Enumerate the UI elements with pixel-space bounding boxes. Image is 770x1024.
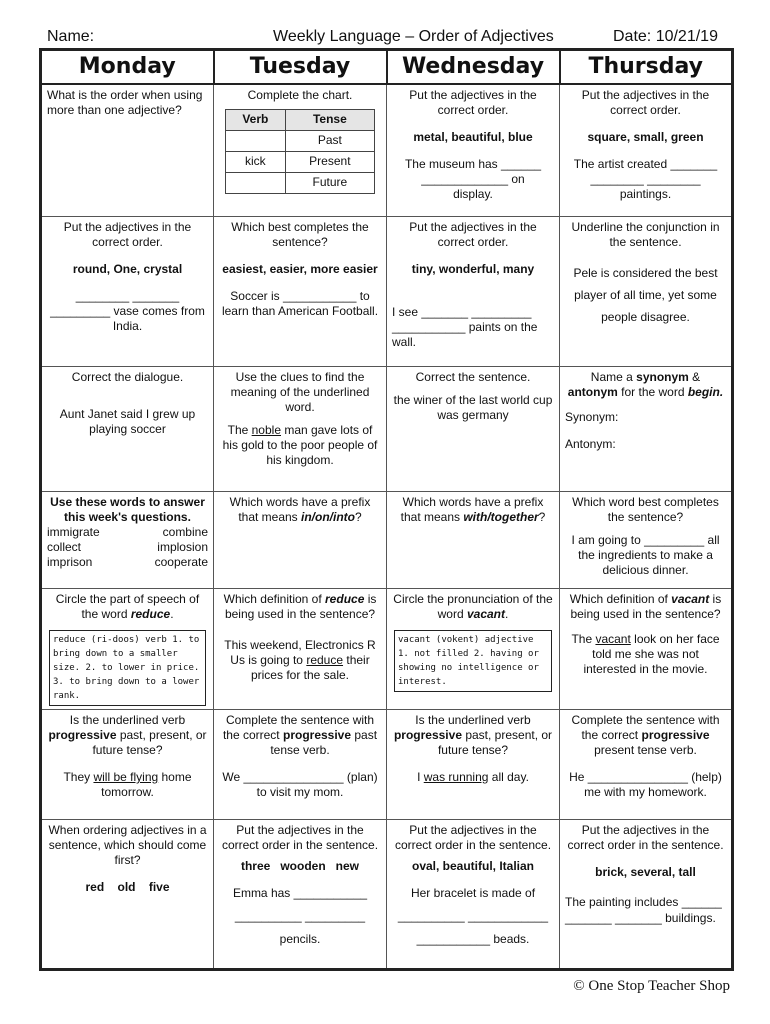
question: Put the adjectives in the correct order. — [409, 87, 537, 117]
text: present tense verb. — [594, 743, 697, 757]
question — [47, 713, 208, 758]
word-list: metal, beautiful, blue — [413, 129, 533, 144]
question — [565, 592, 726, 622]
text: past, present, or future tense? — [437, 728, 553, 757]
text: Is the underlined verb — [69, 713, 186, 727]
question: Put the adjectives in the correct order. — [409, 220, 537, 249]
question: When ordering adjectives in a sentence, which should come first? — [48, 823, 207, 867]
text: synonym — [636, 370, 689, 384]
text: They — [63, 770, 94, 784]
word: cooperate — [154, 555, 208, 569]
sentence: __________ _________ — [234, 909, 366, 923]
thu-r5-cell — [560, 589, 733, 710]
word-list: square, small, green — [587, 129, 704, 144]
antonym-label: Antonym: — [565, 437, 616, 451]
prefix-meaning: in/on/into — [301, 510, 355, 524]
text: antonym — [567, 385, 618, 399]
thu-r4-cell — [560, 492, 733, 589]
name-label: Name: — [47, 28, 95, 45]
word-list: easiest, easier, more easier — [222, 262, 378, 276]
underlined-word: noble — [251, 423, 281, 437]
chart-header-tense: Tense — [285, 109, 374, 130]
text: Which definition of — [223, 592, 326, 606]
text: man gave lots of his gold to the poor people of his kingdom. — [222, 423, 378, 467]
text: Circle the pronunciation of the word — [393, 592, 553, 621]
question: Correct the sentence. — [415, 370, 531, 384]
copyright-footer: © One Stop Teacher Shop — [573, 978, 730, 994]
sentence: paintings. — [619, 186, 672, 201]
sentence — [565, 632, 726, 677]
sentence: Pele is considered the best player of all time, yet some people disagree. — [573, 266, 718, 324]
sentence: ___________ beads. — [416, 932, 530, 946]
worksheet-grid — [39, 48, 734, 971]
text: Is the underlined verb — [415, 713, 531, 727]
sentence: I am going to _________ all the ingredients to make a delicious dinner. — [571, 533, 720, 577]
dictionary-entry: reduce (ri-doos) verb 1. to bring down to a smaller size. 2. to lower in price. 3. to bring down to a lower rank. — [49, 630, 206, 706]
question: What is the order when using more than one adjective? — [47, 87, 203, 117]
mon-r5-cell — [41, 589, 214, 710]
text: The — [571, 632, 596, 646]
sentence: _________ vase comes from India. — [50, 304, 205, 333]
mon-r6-cell — [41, 710, 214, 820]
text: Which definition of — [569, 592, 672, 606]
tue-r4-cell — [214, 492, 387, 589]
mon-r1-cell — [41, 84, 214, 217]
question — [565, 713, 726, 758]
question — [47, 592, 208, 622]
worksheet-title: Weekly Language – Order of Adjectives — [273, 28, 554, 45]
text: Which words have a prefix that means — [229, 495, 371, 524]
sentence: Aunt Janet said I grew up playing soccer — [59, 407, 196, 436]
word-list: brick, several, tall — [595, 865, 696, 879]
question — [392, 495, 554, 525]
question: Use the clues to find the meaning of the underlined word. — [230, 370, 370, 414]
text: look on her face told me she was not interested in the movie. — [583, 632, 720, 676]
sentence: ________ _______ — [75, 289, 180, 303]
underlined-verb: will be flying — [93, 770, 159, 784]
thu-r6-cell — [560, 710, 733, 820]
underlined-word: reduce — [306, 653, 344, 667]
text: is being used in the sentence? — [224, 592, 377, 621]
word: imprison — [47, 555, 93, 569]
thu-r2-cell — [560, 217, 733, 367]
word-pair — [47, 540, 208, 555]
text: Complete the sentence with the correct — [222, 713, 375, 742]
chart-cell: Future — [285, 172, 374, 193]
question: Put the adjectives in the correct order. — [581, 87, 710, 117]
wed-r4-cell — [387, 492, 560, 589]
wed-r6-cell — [387, 710, 560, 820]
sentence: pencils. — [279, 932, 321, 946]
chart-cell: Past — [285, 130, 374, 151]
question: Which word best completes the sentence? — [572, 495, 719, 524]
target-word: reduce — [325, 592, 365, 606]
question — [392, 713, 554, 758]
chart-header-verb: Verb — [226, 109, 286, 130]
sentence: _____________ on — [421, 171, 525, 186]
word: collect — [47, 540, 82, 554]
sentence: The museum has ______ — [404, 156, 542, 171]
underlined-verb: was running — [423, 770, 489, 784]
date-label: Date: 10/21/19 — [613, 28, 718, 45]
question — [392, 592, 554, 622]
text: Circle the part of speech of the word — [55, 592, 200, 621]
question: Put the adjectives in the correct order. — [63, 220, 192, 249]
wed-r1-cell — [387, 84, 560, 217]
word-list: red old five — [85, 880, 170, 894]
question: Underline the conjunction in the sentence. — [571, 220, 720, 249]
sentence — [219, 423, 381, 468]
target-word: vacant — [466, 607, 506, 621]
tue-r2-cell — [214, 217, 387, 367]
day-header-thursday: Thursday — [560, 50, 733, 84]
word-list: oval, beautiful, Italian — [411, 859, 535, 873]
sentence: ________ ________ — [590, 171, 701, 186]
chart-cell: kick — [226, 151, 286, 172]
sentence: We _______________ (plan) to visit my mom. — [222, 770, 378, 799]
sentence — [392, 770, 554, 785]
question: Put the adjectives in the correct order in the sentence. — [221, 823, 379, 852]
keyword: progressive — [393, 728, 462, 742]
question — [219, 713, 381, 758]
word-pair — [47, 555, 208, 570]
tue-r3-cell — [214, 367, 387, 492]
text: all day. — [488, 770, 529, 784]
target-word: vacant — [671, 592, 710, 606]
tue-r5-cell — [214, 589, 387, 710]
text: for the word — [617, 385, 688, 399]
day-header-monday: Monday — [41, 50, 214, 84]
word: implosion — [157, 540, 208, 554]
prefix-meaning: with/together — [463, 510, 539, 524]
sentence: Her bracelet is made of — [410, 886, 536, 900]
question: Complete the chart. — [247, 87, 353, 102]
text: . — [170, 607, 174, 621]
verb-tense-chart — [225, 109, 375, 194]
text: Name a — [590, 370, 637, 384]
tue-r7-cell — [214, 820, 387, 970]
sentence — [219, 638, 381, 683]
mon-r3-cell — [41, 367, 214, 492]
sentence: __________ ____________ — [397, 909, 549, 923]
wed-r7-cell — [387, 820, 560, 970]
word: combine — [162, 525, 208, 539]
target-word: begin. — [687, 385, 724, 399]
text: Which words have a prefix that means — [400, 495, 544, 524]
sentence — [47, 770, 208, 800]
sentence: Emma has ___________ — [232, 886, 368, 900]
text: The — [227, 423, 252, 437]
mon-r4-cell — [41, 492, 214, 589]
tue-r6-cell — [214, 710, 387, 820]
keyword: progressive — [641, 728, 710, 742]
text: ? — [538, 510, 546, 524]
chart-cell[interactable] — [226, 172, 286, 193]
question: Use these words to answer this week's questions. — [50, 495, 205, 524]
text: past tense verb. — [270, 728, 378, 757]
question — [219, 495, 381, 525]
text: I — [417, 770, 424, 784]
sentence: The painting includes ______ _______ _______ buildings. — [565, 895, 722, 925]
sentence: I see _______ _________ ___________ paints on the wall. — [392, 305, 538, 349]
text: their prices for the sale. — [250, 653, 370, 682]
question — [219, 592, 381, 622]
tue-r1-cell — [214, 84, 387, 217]
thu-r1-cell — [560, 84, 733, 217]
sentence: The artist created _______ — [573, 156, 718, 171]
mon-r7-cell — [41, 820, 214, 970]
word: immigrate — [47, 525, 100, 539]
text: home tomorrow. — [101, 770, 192, 799]
underlined-word: vacant — [595, 632, 631, 646]
synonym-label: Synonym: — [565, 410, 619, 424]
chart-cell: Present — [285, 151, 374, 172]
text: is being used in the sentence? — [570, 592, 722, 621]
keyword: progressive — [282, 728, 352, 742]
text: This weekend, Electronics R Us is going to — [224, 638, 376, 667]
day-header-tuesday: Tuesday — [214, 50, 387, 84]
target-word: reduce — [130, 607, 171, 621]
sentence: the winer of the last world cup was germany — [393, 393, 553, 422]
word-list: round, One, crystal — [72, 262, 183, 276]
wed-r2-cell — [387, 217, 560, 367]
question: Correct the dialogue. — [71, 370, 184, 384]
thu-r3-cell — [560, 367, 733, 492]
sentence: display. — [453, 186, 493, 201]
question — [565, 370, 726, 400]
sentence: Soccer is ___________ to learn than American Football. — [221, 289, 379, 318]
question: Put the adjectives in the correct order in the sentence. — [394, 823, 552, 852]
dictionary-entry: vacant (vokent) adjective 1. not filled 2. having or showing no intelligence or interest. — [394, 630, 552, 692]
day-header-wednesday: Wednesday — [387, 50, 560, 84]
text: Complete the sentence with the correct — [571, 713, 720, 742]
keyword: progressive — [48, 728, 117, 742]
text: past, present, or future tense? — [92, 728, 207, 757]
text: . — [505, 607, 509, 621]
sentence: He _______________ (help) me with my homework. — [569, 770, 722, 799]
word-pair — [47, 525, 208, 540]
question: Which best completes the sentence? — [231, 220, 369, 249]
wed-r5-cell — [387, 589, 560, 710]
thu-r7-cell — [560, 820, 733, 970]
text: ? — [355, 510, 362, 524]
word-list: tiny, wonderful, many — [411, 262, 535, 276]
word-list: three wooden new — [240, 859, 359, 873]
chart-cell[interactable] — [226, 130, 286, 151]
mon-r2-cell — [41, 217, 214, 367]
question: Put the adjectives in the correct order in the sentence. — [567, 823, 724, 852]
text: & — [688, 370, 701, 384]
wed-r3-cell — [387, 367, 560, 492]
